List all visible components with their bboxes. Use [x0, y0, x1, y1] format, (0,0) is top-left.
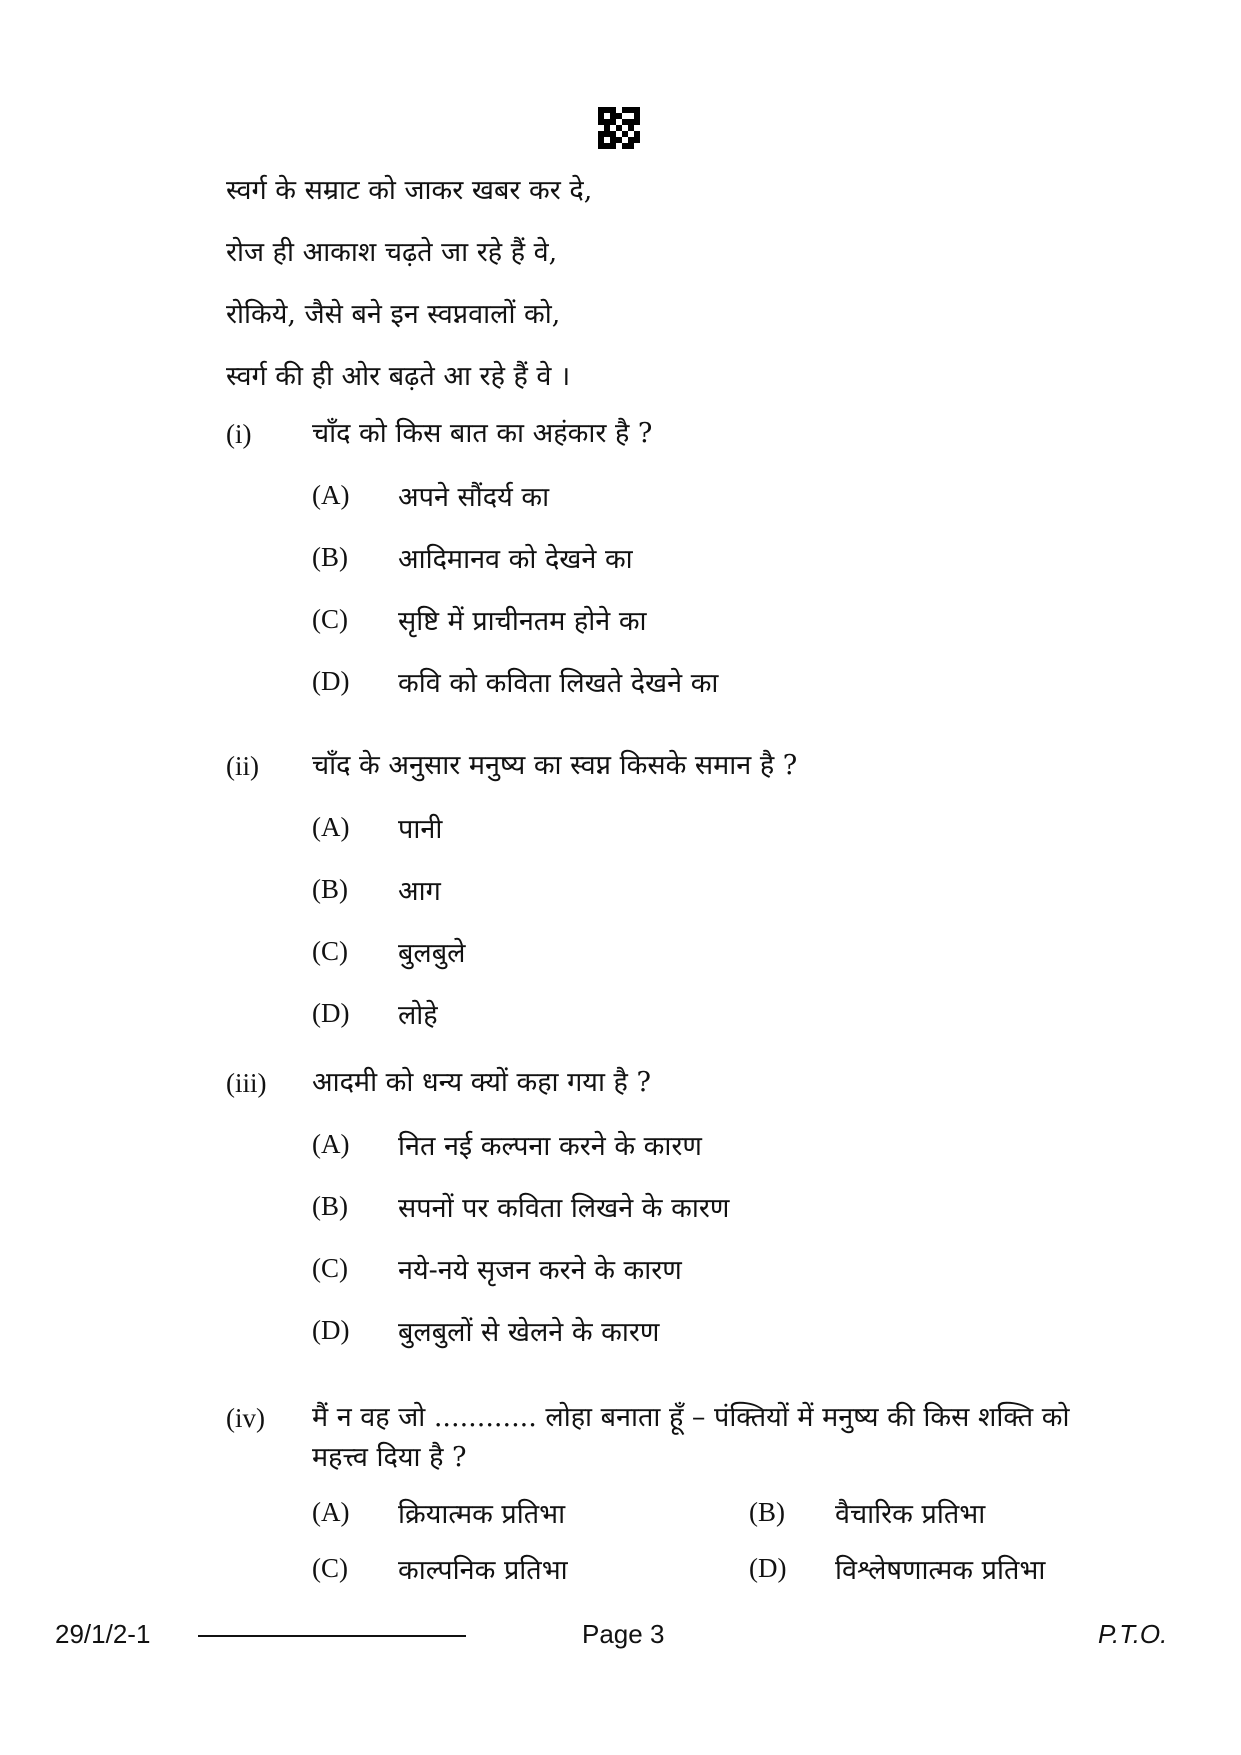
option-text: सृष्टि में प्राचीनतम होने का	[398, 605, 647, 637]
option-text: पानी	[398, 813, 443, 845]
option-b[interactable]	[312, 858, 1126, 920]
option-text: लोहे	[398, 999, 438, 1031]
option-label: (A)	[312, 1128, 350, 1159]
option-label: (C)	[312, 603, 348, 634]
poem-line: स्वर्ग के सम्राट को जाकर खबर कर दे,	[226, 175, 593, 206]
option-text: आग	[398, 875, 441, 907]
question-1	[226, 414, 1126, 712]
poem-line: रोज ही आकाश चढ़ते जा रहे हैं वे,	[226, 237, 558, 268]
option-text: विश्लेषणात्मक प्रतिभा	[835, 1554, 1046, 1586]
option-a[interactable]	[312, 1113, 1126, 1175]
option-d[interactable]	[749, 1540, 1049, 1596]
option-text: सपनों पर कविता लिखने के कारण	[398, 1192, 730, 1224]
option-d[interactable]	[312, 1299, 1126, 1361]
option-b[interactable]	[312, 1175, 1126, 1237]
option-text: वैचारिक प्रतिभा	[835, 1498, 986, 1530]
option-text: क्रियात्मक प्रतिभा	[398, 1498, 566, 1530]
option-label: (C)	[312, 935, 348, 966]
option-a[interactable]	[312, 796, 1126, 858]
poem-line: स्वर्ग की ही ओर बढ़ते आ रहे हैं वे ।	[226, 361, 571, 392]
question-text: आदमी को धन्य क्यों कहा गया है ?	[312, 1067, 651, 1098]
question-2	[226, 746, 1126, 1044]
option-label: (C)	[312, 1552, 348, 1583]
option-c[interactable]	[312, 1237, 1126, 1299]
option-label: (D)	[312, 665, 350, 696]
option-text: बुलबुलों से खेलने के कारण	[398, 1316, 660, 1348]
option-a[interactable]	[312, 1484, 749, 1540]
option-label: (B)	[312, 541, 348, 572]
question-text: चाँद को किस बात का अहंकार है ?	[312, 418, 653, 449]
option-text: आदिमानव को देखने का	[398, 543, 633, 575]
option-c[interactable]	[312, 1540, 749, 1596]
option-label: (B)	[749, 1496, 785, 1527]
option-label: (A)	[312, 811, 350, 842]
option-c[interactable]	[312, 920, 1126, 982]
question-text: मैं न वह जो ............ लोहा बनाता हूँ – पंक्तियों में मनुष्य की किस शक्ति को महत्त्व दिया है ?	[312, 1402, 1070, 1473]
question-4	[226, 1398, 1126, 1596]
qr-code-icon	[598, 107, 640, 149]
option-a[interactable]	[312, 464, 1126, 526]
option-label: (D)	[312, 997, 350, 1028]
option-text: अपने सौंदर्य का	[398, 481, 550, 513]
option-text: काल्पनिक प्रतिभा	[398, 1554, 568, 1586]
option-label: (D)	[749, 1552, 787, 1583]
option-label: (B)	[312, 1190, 348, 1221]
question-3	[226, 1063, 1126, 1361]
question-number: (ii)	[226, 751, 259, 781]
option-text: कवि को कविता लिखते देखने का	[398, 667, 719, 699]
option-text: नये-नये सृजन करने के कारण	[398, 1254, 682, 1286]
page-number: Page 3	[582, 1619, 665, 1649]
question-number: (iii)	[226, 1068, 267, 1098]
option-c[interactable]	[312, 588, 1126, 650]
option-label: (A)	[312, 479, 350, 510]
option-text: बुलबुले	[398, 937, 466, 969]
page-footer	[0, 1615, 1241, 1655]
option-b[interactable]	[749, 1484, 1049, 1540]
option-label: (B)	[312, 873, 348, 904]
option-d[interactable]	[312, 650, 1126, 712]
option-b[interactable]	[312, 526, 1126, 588]
question-number: (i)	[226, 419, 252, 449]
option-d[interactable]	[312, 982, 1126, 1044]
footer-rule	[198, 1635, 466, 1637]
option-label: (A)	[312, 1496, 350, 1527]
option-label: (C)	[312, 1252, 348, 1283]
poem-stanza	[226, 160, 592, 408]
option-text: नित नई कल्पना करने के कारण	[398, 1130, 702, 1162]
question-number: (iv)	[226, 1403, 265, 1433]
poem-line: रोकिये, जैसे बने इन स्वप्नवालों को,	[226, 299, 561, 330]
option-label: (D)	[312, 1314, 350, 1345]
option-grid	[312, 1484, 1126, 1596]
question-text: चाँद के अनुसार मनुष्य का स्वप्न किसके समान है ?	[312, 750, 798, 781]
paper-code: 29/1/2-1	[55, 1619, 151, 1649]
pto-label: P.T.O.	[1098, 1619, 1168, 1649]
